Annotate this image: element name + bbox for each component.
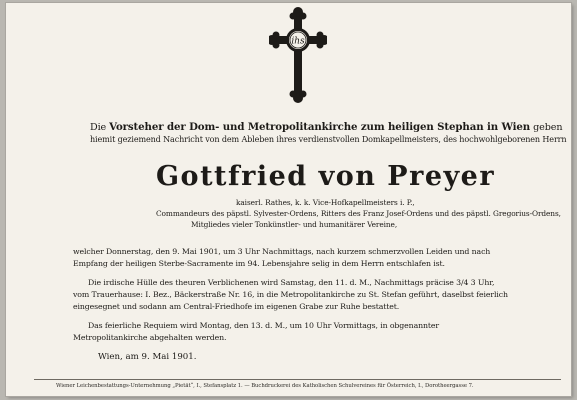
credential-line-2: Commandeurs des päpstl. Sylvester-Ordens, Ritters des Franz Josef-Ordens und des päpstl. Gregorius-Ordens,: [156, 209, 561, 218]
death-paragraph-line-2: Empfang der heiligen Sterbe-Sacramente im 94. Lebensjahre selig in dem Herrn entschlafen ist.: [73, 259, 445, 268]
ornamental-cross-icon: [269, 6, 327, 104]
announcement-line-1: [90, 121, 562, 133]
requiem-paragraph-line-2: Metropolitankirche abgehalten werden.: [73, 333, 227, 342]
prefix-text: Die: [90, 122, 107, 133]
requiem-paragraph-line-1: Das feierliche Requiem wird Montag, den 13. d. M., um 10 Uhr Vormittags, in obgenannter: [88, 321, 440, 330]
footer-divider: [34, 379, 561, 380]
announcement-line-2: hiemit geziemend Nachricht von dem Ableben ihres verdienstvollen Domkapellmeisters, des hochwohlgeborenen Herrn: [90, 135, 567, 145]
svg-text:ihs: ihs: [291, 36, 305, 47]
funeral-paragraph-line-1: Die irdische Hülle des theuren Verblichenen wird Samstag, den 11. d. M., Nachmittags präcise 3/4 3 Uhr,: [88, 278, 495, 287]
death-paragraph-line-1: welcher Donnerstag, den 9. Mai 1901, um 3 Uhr Nachmittags, nach kurzem schmerzvollen Leiden und nach: [73, 247, 491, 256]
place-date: Wien, am 9. Mai 1901.: [98, 352, 197, 362]
deceased-name: Gottfried von Preyer: [156, 161, 496, 192]
credential-line-3: Mitgliedes vieler Tonkünstler- und humanitärer Vereine,: [191, 220, 398, 229]
funeral-paragraph-line-3: eingesegnet und sodann am Central-Friedhofe im eigenen Grabe zur Ruhe bestattet.: [73, 302, 400, 311]
death-notice-sheet: [6, 3, 571, 396]
funeral-paragraph-line-2: vom Trauerhause: I. Bez., Bäckerstraße Nr. 16, in die Metropolitankirche zu St. Stefan geführt, daselbst feierlich: [73, 290, 508, 299]
suffix-text: geben: [533, 122, 563, 133]
credential-line-1: kaiserl. Rathes, k. k. Vice-Hofkapellmeisters i. P.,: [236, 198, 415, 207]
printer-footer: Wiener Leichenbestattungs-Unternehmung „Pietät“, I., Stefansplatz 1. — Buchdruckerei des Katholischen Schulvereines für Österreich, I., Dorotheergasse 7.: [56, 383, 474, 389]
issuers-text: Vorsteher der Dom- und Metropolitankirche zum heiligen Stephan in Wien: [109, 121, 531, 133]
